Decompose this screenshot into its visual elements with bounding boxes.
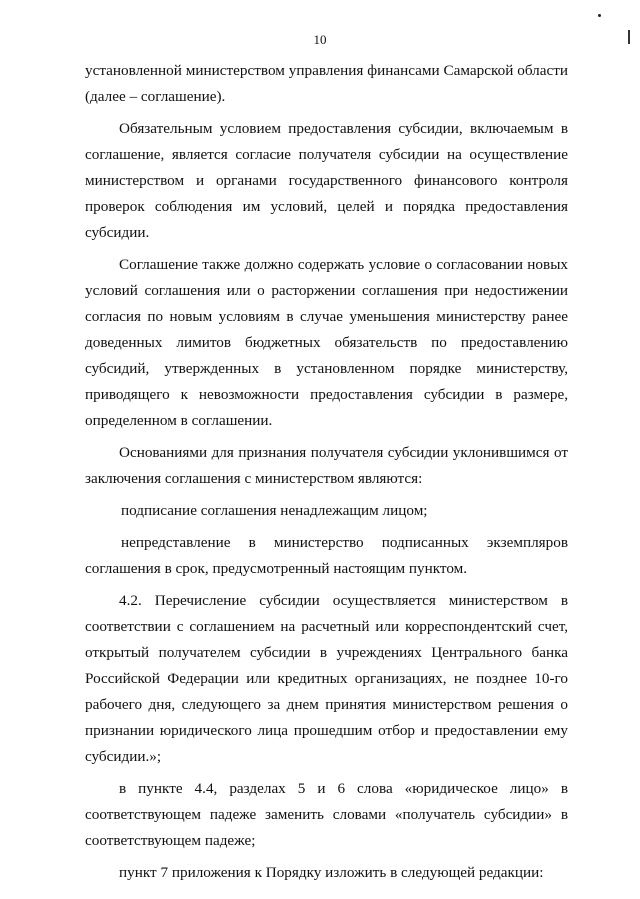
list-item-improper-signing: подписание соглашения ненадлежащим лицом; <box>121 502 428 519</box>
list-item-non-submission: непредставление в министерство подписанных экземпляров соглашения в срок, предусмотренный настоящим пунктом. <box>85 534 568 577</box>
scan-speck <box>598 14 601 17</box>
paragraph-evasion-grounds: Основаниями для признания получателя субсидии уклонившимся от заключения соглашения с министерством являются: <box>85 444 568 487</box>
page-number: 10 <box>313 32 327 47</box>
paragraph-amendment-4-4: в пункте 4.4, разделах 5 и 6 слова «юридическое лицо» в соответствующем падеже заменить словами «получатель субсидии» в соответствующем падеже; <box>85 780 568 849</box>
paragraph-continuation: установленной министерством управления финансами Самарской области (далее – соглашение). <box>85 62 568 105</box>
paragraph-section-4-2: 4.2. Перечисление субсидии осуществляется министерством в соответствии с соглашением на расчетный или корреспондентский счет, открытый получателем субсидии в учреждениях Центрального банка Российской Федерации или кредитных организациях, не позднее 10-го рабочего дня, следующего за днем принятия министерством решения о признании юридического лица прошедшим отбор и предоставлении ему субсидии.»; <box>85 592 568 765</box>
paragraph-agreement-terms: Соглашение также должно содержать условие о согласовании новых условий соглашения или о расторжении соглашения при недостижении согласия по новым условиям в случае уменьшения министерству ранее доведенных лимитов бюджетных обязательств по предоставлению субсидий, утвержденных в установленном порядке министерству, приводящего к невозможности предоставления субсидии в размере, определенном в соглашении. <box>85 256 568 429</box>
document-body <box>85 58 568 886</box>
paragraph-mandatory-condition: Обязательным условием предоставления субсидии, включаемым в соглашение, является согласие получателя субсидии на осуществление министерством и органами государственного финансового контроля проверок соблюдения им условий, целей и порядка предоставления субсидии. <box>85 120 568 241</box>
paragraph-amendment-item-7: пункт 7 приложения к Порядку изложить в следующей редакции: <box>119 864 544 881</box>
